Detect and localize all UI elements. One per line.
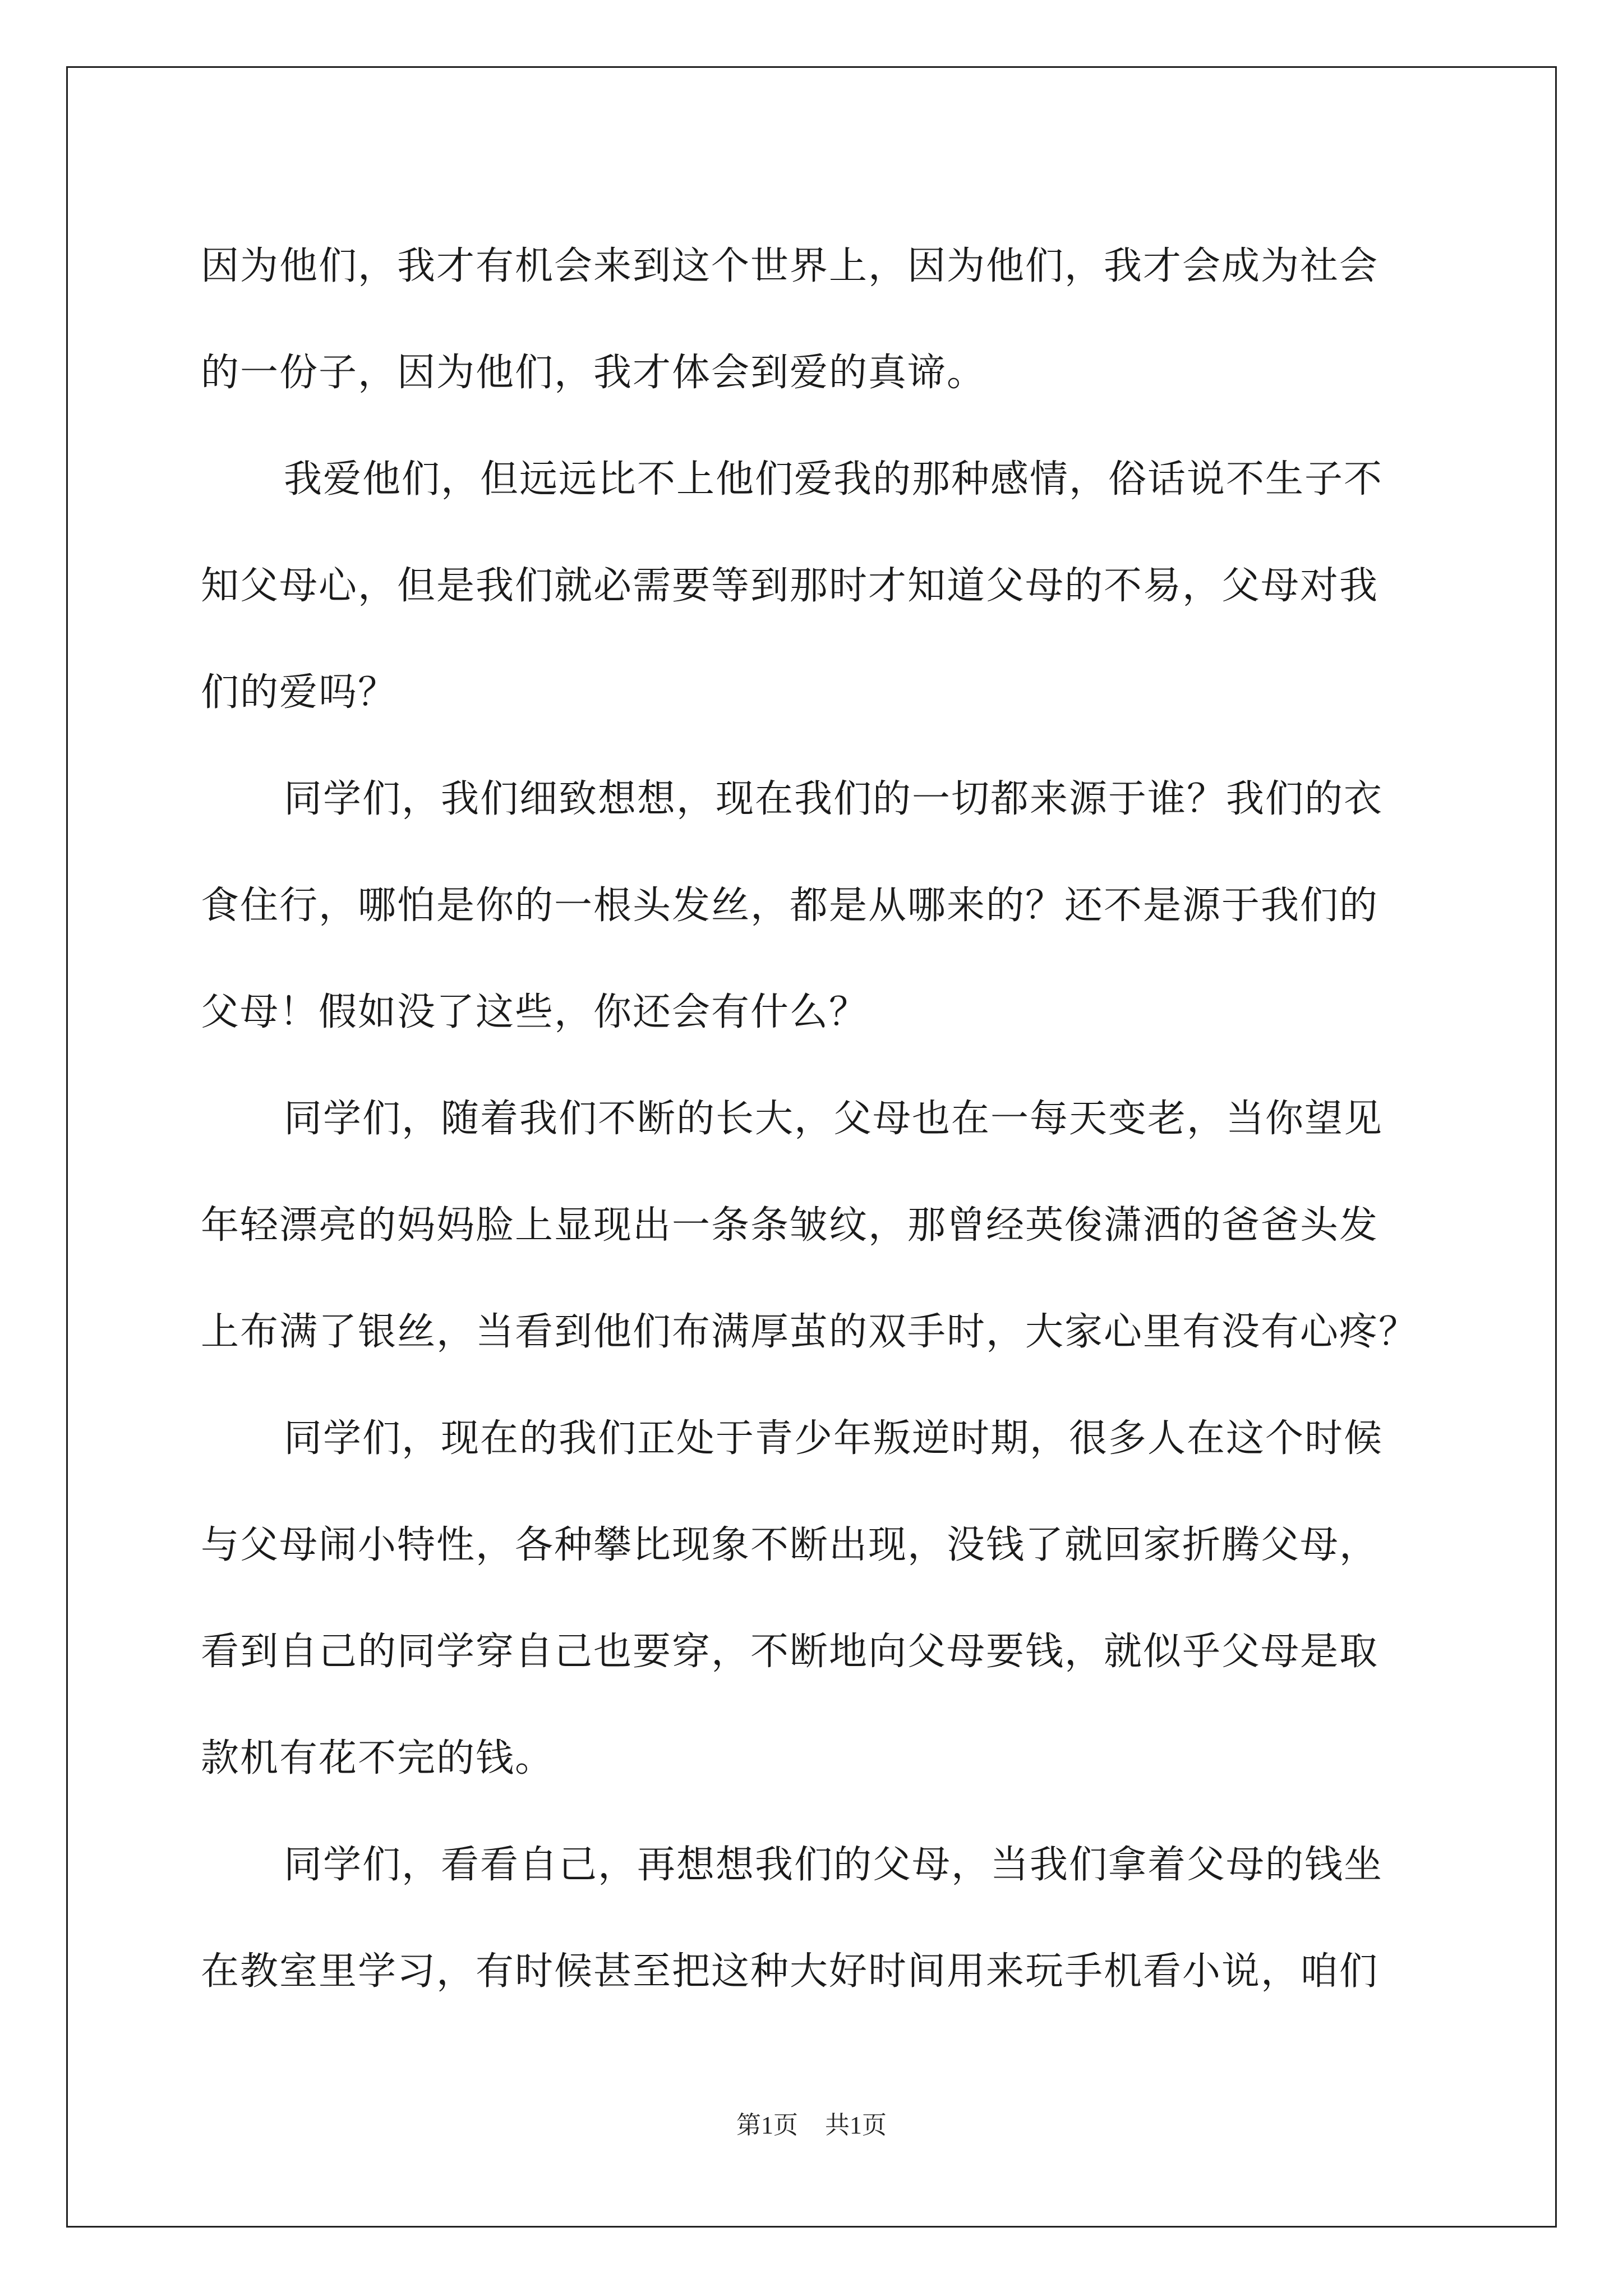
- text-line: 款机有花不完的钱。: [201, 1736, 555, 1780]
- text-line: 的一份子，因为他们，我才体会到爱的真谛。: [201, 351, 986, 395]
- text-line: 知父母心，但是我们就必需要等到那时才知道父母的不易，父母对我: [201, 564, 1379, 608]
- document-body: [201, 213, 1474, 2025]
- paragraph-start-line: 同学们，现在的我们正处于青少年叛逆时期，很多人在这个时候: [284, 1416, 1384, 1461]
- paragraph-start-line: 同学们，看看自己，再想想我们的父母，当我们拿着父母的钱坐: [284, 1843, 1384, 1887]
- text-line: 上布满了银丝，当看到他们布满厚茧的双手时，大家心里有没有心疼？: [201, 1310, 1418, 1354]
- page-total: 共1页: [825, 2111, 887, 2139]
- page-footer: [0, 2105, 1623, 2141]
- text-line: 在教室里学习，有时候甚至把这种大好时间用来玩手机看小说，咱们: [201, 1949, 1379, 1994]
- text-line: 们的爱吗？: [201, 670, 398, 715]
- text-line: 年轻漂亮的妈妈脸上显现出一条条皱纹，那曾经英俊潇洒的爸爸头发: [201, 1203, 1379, 1248]
- paragraph-start-line: 我爱他们，但远远比不上他们爱我的那种感情，俗话说不生子不: [284, 457, 1384, 501]
- paragraph-start-line: 同学们，我们细致想想，现在我们的一切都来源于谁？我们的衣: [284, 777, 1384, 821]
- text-line: 父母！假如没了这些，你还会有什么？: [201, 990, 869, 1034]
- text-line: 因为他们，我才有机会来到这个世界上，因为他们，我才会成为社会: [201, 244, 1379, 288]
- text-line: 与父母闹小特性，各种攀比现象不断出现，没钱了就回家折腾父母，: [201, 1523, 1379, 1567]
- text-line: 看到自己的同学穿自己也要穿，不断地向父母要钱，就似乎父母是取: [201, 1630, 1379, 1674]
- page-number: 第1页: [736, 2111, 798, 2139]
- paragraph-start-line: 同学们，随着我们不断的长大，父母也在一每天变老，当你望见: [284, 1097, 1384, 1141]
- text-line: 食住行，哪怕是你的一根头发丝，都是从哪来的？还不是源于我们的: [201, 884, 1379, 928]
